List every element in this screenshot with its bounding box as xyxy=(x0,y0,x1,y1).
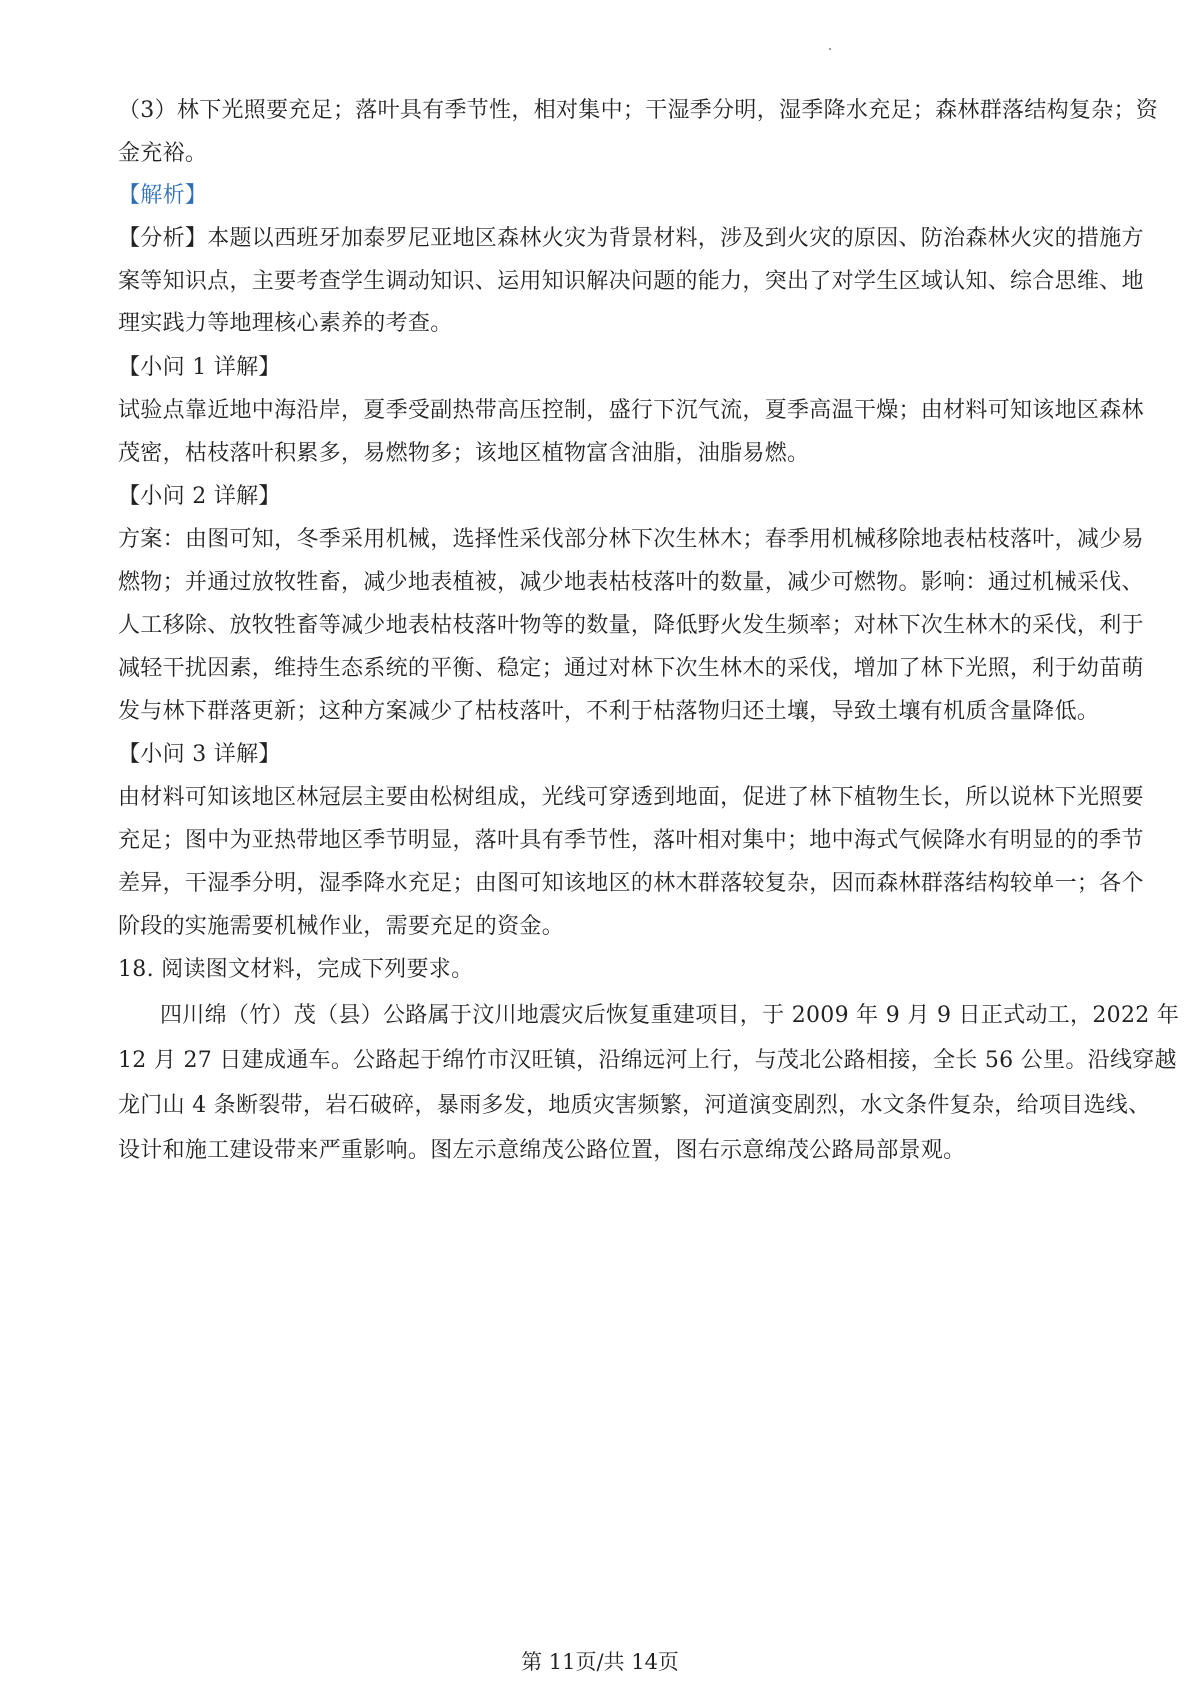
answer3-line-1: （3）林下光照要充足；落叶具有季节性，相对集中；干湿季分明，湿季降水充足；森林群落结构复杂；资 xyxy=(118,98,1159,123)
q2-heading: 【小问 2 详解】 xyxy=(118,484,281,509)
analysis-line-3: 理实践力等地理核心素养的考查。 xyxy=(118,311,453,336)
q3-line-4: 阶段的实施需要机械作业，需要充足的资金。 xyxy=(118,914,565,939)
q18-material-line-1: 四川绵（竹）茂（县）公路属于汶川地震灾后恢复重建项目，于 2009 年 9 月 9 日正式动工，2022 年 xyxy=(160,1003,1180,1028)
q2-line-1: 方案：由图可知，冬季采用机械，选择性采伐部分林下次生林木；春季用机械移除地表枯枝落叶，减少易 xyxy=(118,527,1144,552)
q1-heading: 【小问 1 详解】 xyxy=(118,355,281,380)
q1-line-2: 茂密，枯枝落叶积累多，易燃物多；该地区植物富含油脂，油脂易燃。 xyxy=(118,441,810,466)
scan-dot xyxy=(829,48,831,50)
q3-line-2: 充足；图中为亚热带地区季节明显，落叶具有季节性，落叶相对集中；地中海式气候降水有明显的的季节 xyxy=(118,828,1144,853)
q2-line-3: 人工移除、放牧牲畜等减少地表枯枝落叶物等的数量，降低野火发生频率；对林下次生林木的采伐，利于 xyxy=(118,613,1144,638)
q3-line-3: 差异，干湿季分明，湿季降水充足；由图可知该地区的林木群落较复杂，因而森林群落结构较单一；各个 xyxy=(118,871,1144,896)
q2-line-5: 发与林下群落更新；这种方案减少了枯枝落叶，不利于枯落物归还土壤，导致土壤有机质含量降低。 xyxy=(118,699,1100,724)
jiexi-label: 【解析】 xyxy=(118,183,208,208)
analysis-line-2: 案等知识点，主要考查学生调动知识、运用知识解决问题的能力，突出了对学生区域认知、综合思维、地 xyxy=(118,269,1144,294)
q18-prompt: 18. 阅读图文材料，完成下列要求。 xyxy=(118,957,474,982)
answer3-line-2: 金充裕。 xyxy=(118,141,208,166)
q18-material-line-4: 设计和施工建设带来严重影响。图左示意绵茂公路位置，图右示意绵茂公路局部景观。 xyxy=(118,1138,966,1163)
q18-material-line-3: 龙门山 4 条断裂带，岩石破碎，暴雨多发，地质灾害频繁，河道演变剧烈，水文条件复杂，给项目选线、 xyxy=(118,1093,1151,1118)
page-number: 第 11页/共 14页 xyxy=(521,1650,679,1674)
q3-heading: 【小问 3 详解】 xyxy=(118,742,281,767)
q3-line-1: 由材料可知该地区林冠层主要由松树组成，光线可穿透到地面，促进了林下植物生长，所以说林下光照要 xyxy=(118,785,1144,810)
q1-line-1: 试验点靠近地中海沿岸，夏季受副热带高压控制，盛行下沉气流，夏季高温干燥；由材料可知该地区森林 xyxy=(118,398,1144,423)
q2-line-4: 减轻干扰因素，维持生态系统的平衡、稳定；通过对林下次生林木的采伐，增加了林下光照，利于幼苗萌 xyxy=(118,656,1144,681)
q2-line-2: 燃物；并通过放牧牲畜，减少地表植被，减少地表枯枝落叶的数量，减少可燃物。影响：通过机械采伐、 xyxy=(118,570,1144,595)
q18-material-line-2: 12 月 27 日建成通车。公路起于绵竹市汉旺镇，沿绵远河上行，与茂北公路相接，全长 56 公里。沿线穿越 xyxy=(118,1048,1177,1073)
analysis-line-1: 【分析】本题以西班牙加泰罗尼亚地区森林火灾为背景材料，涉及到火灾的原因、防治森林火灾的措施方 xyxy=(118,226,1144,251)
